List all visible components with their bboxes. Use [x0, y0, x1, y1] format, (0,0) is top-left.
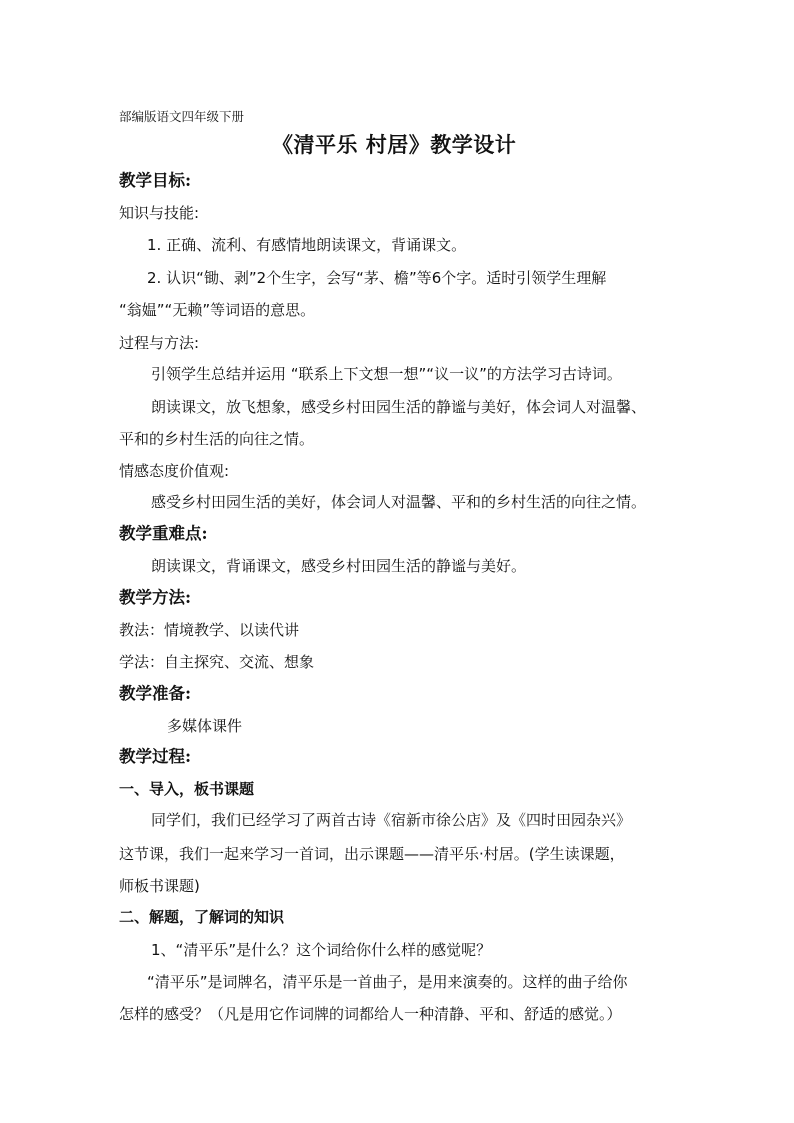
knowledge-label: 知识与技能: — [119, 204, 200, 222]
key-points-heading: 教学重难点: — [119, 524, 208, 543]
process-line-3: 平和的乡村生活的向往之情。 — [119, 430, 315, 448]
knowledge-item-2-line-2: “翁媪”“无赖”等词语的意思。 — [119, 301, 316, 319]
section-1-line-2: 这节课，我们一起来学习一首词，出示课题——清平乐·村居。(学生读课题， — [119, 845, 625, 863]
document-subtitle: 部编版语文四年级下册 — [119, 109, 245, 124]
knowledge-item-1: 1. 正确、流利、有感情地朗读课文，背诵课文。 — [147, 236, 467, 254]
process-heading: 教学过程: — [119, 747, 192, 766]
section-1-line-1: 同学们，我们已经学习了两首古诗《宿新市徐公店》及《四时田园杂兴》 — [151, 811, 632, 829]
section-2-heading: 二、解题，了解词的知识 — [119, 908, 285, 926]
emotion-label: 情感态度价值观: — [119, 462, 230, 480]
objectives-heading: 教学目标: — [119, 171, 192, 190]
prep-heading: 教学准备: — [119, 684, 192, 703]
section-2-line-1: 1、“清平乐”是什么？这个词给你什么样的感觉呢？ — [151, 941, 492, 959]
process-line-2: 朗读课文，放飞想象，感受乡村田园生活的静谧与美好，体会词人对温馨、 — [151, 398, 647, 416]
knowledge-item-2-line-1: 2. 认识“锄、剥”2个生字，会写“茅、檐”等6个字。适时引领学生理解 — [147, 269, 607, 287]
methods-heading: 教学方法: — [119, 588, 192, 607]
process-label: 过程与方法: — [119, 334, 200, 352]
section-2-line-2: “清平乐”是词牌名，清平乐是一首曲子，是用来演奏的。这样的曲子给你 — [147, 973, 628, 991]
learning-method: 学法：自主探究、交流、想象 — [119, 653, 315, 671]
emotion-line-1: 感受乡村田园生活的美好，体会词人对温馨、平和的乡村生活的向往之情。 — [151, 493, 647, 511]
document-title: 《清平乐 村居》教学设计 — [272, 132, 517, 157]
section-1-line-3: 师板书课题) — [119, 877, 200, 895]
section-1-heading: 一、导入，板书课题 — [119, 780, 255, 798]
section-2-line-3: 怎样的感受？（凡是用它作词牌的词都给人一种清静、平和、舒适的感觉。） — [119, 1005, 622, 1023]
key-points-line-1: 朗读课文，背诵课文，感受乡村田园生活的静谧与美好。 — [151, 557, 527, 575]
process-line-1: 引领学生总结并运用 “联系上下文想一想”“议一议”的方法学习古诗词。 — [151, 365, 622, 383]
teaching-method: 教法：情境教学、以读代讲 — [119, 621, 300, 639]
prep-line-1: 多媒体课件 — [167, 717, 243, 735]
